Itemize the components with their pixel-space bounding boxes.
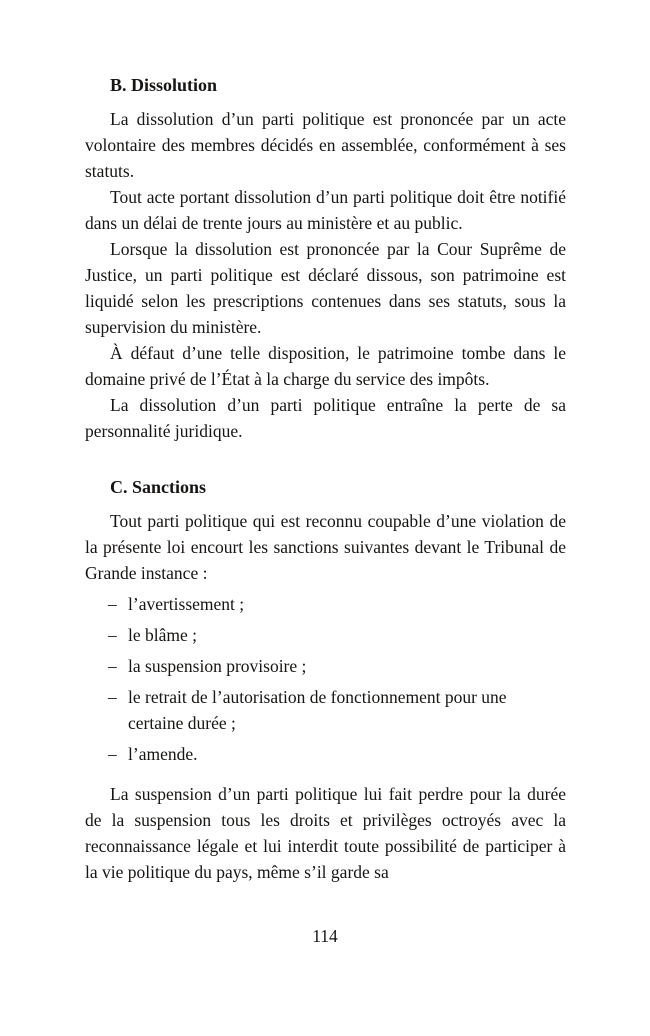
sanctions-list — [85, 591, 566, 767]
dash-marker: – — [108, 687, 117, 707]
section-sanctions — [85, 474, 566, 885]
paragraph: La dissolution d’un parti politique entraîne la perte de sa personnalité juridique. — [85, 395, 566, 441]
paragraph: Lorsque la dissolution est prononcée par la Cour Suprême de Justice, un parti politique est déclaré dissous, son patrimoine est liquidé selon les prescriptions contenues dans ses statuts, sous la supervision du ministère. — [85, 239, 566, 337]
paragraph: Tout acte portant dissolution d’un parti politique doit être notifié dans un délai de trente jours au ministère et au public. — [85, 187, 566, 233]
dash-marker: – — [108, 656, 117, 676]
list-item — [108, 741, 566, 767]
list-item-text: le retrait de l’autorisation de fonctionnement pour une certaine durée ; — [128, 687, 507, 733]
list-item-text: l’avertissement ; — [128, 594, 245, 614]
dash-marker: – — [108, 625, 117, 645]
paragraph: Tout parti politique qui est reconnu coupable d’une violation de la présente loi encourt les sanctions suivantes devant le Tribunal de Grande instance : — [85, 511, 566, 583]
section-heading-dissolution: B. Dissolution — [110, 75, 218, 95]
list-item — [108, 653, 566, 679]
dash-marker: – — [108, 594, 117, 614]
section-heading-sanctions: C. Sanctions — [110, 477, 207, 497]
page-number: 114 — [312, 926, 338, 946]
paragraph: À défaut d’une telle disposition, le patrimoine tombe dans le domaine privé de l’État à la charge du service des impôts. — [85, 343, 566, 389]
list-item — [108, 591, 566, 617]
list-item-text: le blâme ; — [128, 625, 198, 645]
list-item-text: l’amende. — [128, 744, 198, 764]
paragraph: La suspension d’un parti politique lui fait perdre pour la durée de la suspension tous les droits et privilèges octroyés avec la reconnaissance légale et lui interdit toute possibilité de participer à la vie politique du pays, même s’il garde sa — [85, 784, 566, 882]
paragraph: La dissolution d’un parti politique est prononcée par un acte volontaire des membres décidés en assemblée, conformément à ses statuts. — [85, 109, 566, 181]
list-item — [108, 684, 566, 736]
page-body — [85, 72, 566, 885]
dash-marker: – — [108, 744, 117, 764]
list-item — [108, 622, 566, 648]
section-dissolution — [85, 72, 566, 444]
list-item-text: la suspension provisoire ; — [128, 656, 307, 676]
